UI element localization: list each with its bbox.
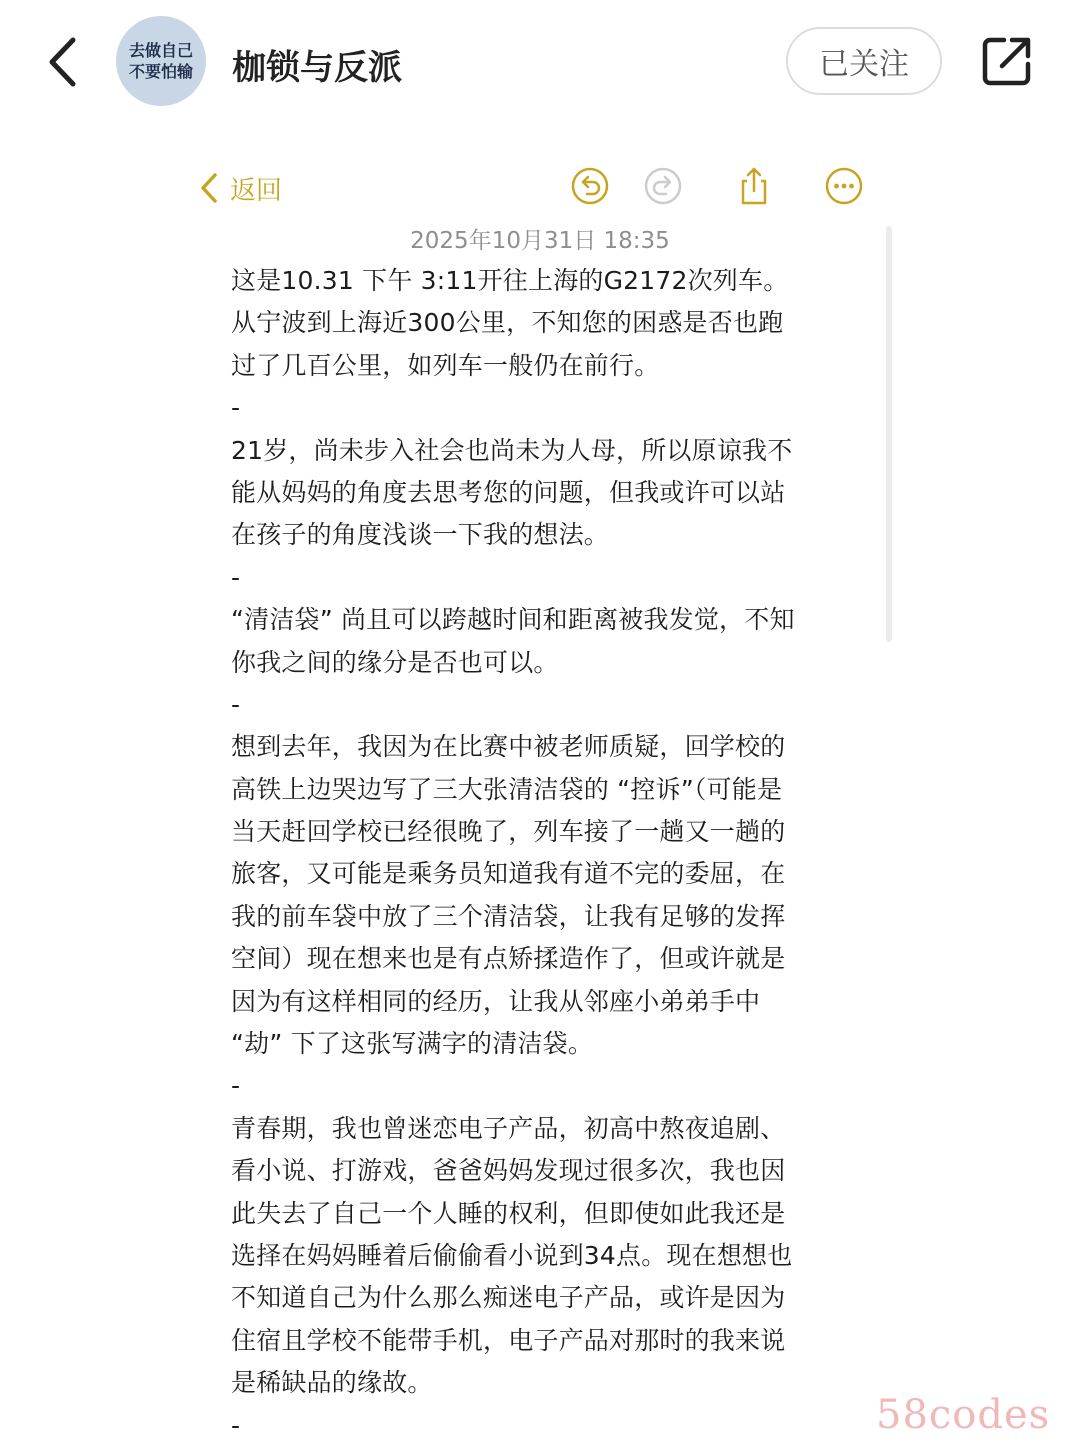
undo-icon[interactable]	[570, 166, 610, 206]
note-line: 21岁，尚未步入社会也尚未为人母，所以原谅我不	[231, 435, 793, 465]
note-line: 你我之间的缘分是否也可以。	[231, 647, 559, 677]
note-line: -	[231, 1410, 241, 1440]
note-line: 因为有这样相同的经历，让我从邻座小弟弟手中	[231, 986, 761, 1016]
note-line: 此失去了自己一个人睡的权利，但即使如此我还是	[231, 1198, 786, 1228]
note-line: 这是10.31 下午 3:11开往上海的G2172次列车。	[231, 266, 789, 295]
chevron-left-icon	[200, 173, 218, 203]
note-line: 选择在妈妈睡着后偷偷看小说到34点。现在想想也	[231, 1240, 793, 1270]
note-line: 旅客，又可能是乘务员知道我有道不完的委屈，在	[231, 859, 786, 889]
note-line: 想到去年，我因为在比赛中被老师质疑，回学校的	[231, 732, 786, 762]
notes-back-button[interactable]	[200, 168, 282, 208]
notes-toolbar	[196, 160, 896, 216]
note-line: -	[231, 689, 241, 719]
note-line: 能从妈妈的角度去思考您的问题，但我或许可以站	[231, 477, 786, 507]
avatar-text-line2: 不要怕输	[128, 62, 193, 81]
follow-button[interactable]: 已关注	[786, 27, 942, 95]
notes-back-label: 返回	[230, 175, 283, 206]
avatar-text-line1: 去做自己	[128, 41, 193, 60]
note-line: 青春期，我也曾迷恋电子产品，初高中熬夜追剧、	[231, 1113, 786, 1143]
note-line: 高铁上边哭边写了三大张清洁袋的 “控诉”（可能是	[231, 774, 783, 804]
back-chevron-icon[interactable]	[40, 34, 84, 90]
note-line: 过了几百公里，如列车一般仍在前行。	[231, 350, 660, 380]
note-timestamp: 2025年10月31日 18:35	[410, 228, 670, 254]
note-line: -	[231, 562, 241, 592]
share-upload-icon[interactable]	[734, 166, 774, 206]
note-line: 不知道自己为什么那么痴迷电子产品，或许是因为	[231, 1283, 786, 1313]
watermark-logo: 58codes	[876, 1392, 1051, 1438]
note-line: -	[231, 1071, 241, 1101]
avatar[interactable]	[116, 16, 206, 106]
account-name[interactable]: 枷锁与反派	[232, 48, 402, 88]
note-line: 是稀缺品的缘故。	[231, 1368, 433, 1398]
note-line: “清洁袋” 尚且可以跨越时间和距离被我发觉，不知	[231, 605, 795, 635]
app-header	[0, 0, 1080, 125]
note-line: 空间）现在想来也是有点矫揉造作了，但或许就是	[231, 944, 786, 974]
note-line: 在孩子的角度浅谈一下我的想法。	[231, 520, 610, 550]
scrollbar[interactable]	[886, 226, 892, 642]
note-line: 从宁波到上海近300公里，不知您的困惑是否也跑	[231, 308, 784, 338]
note-line: 看小说、打游戏，爸爸妈妈发现过很多次，我也因	[231, 1156, 786, 1186]
more-ellipsis-icon[interactable]	[824, 166, 864, 206]
note-line: 我的前车袋中放了三个清洁袋，让我有足够的发挥	[231, 901, 786, 931]
note-line: -	[231, 393, 241, 423]
share-out-icon[interactable]	[980, 34, 1034, 88]
note-line: 住宿且学校不能带手机，电子产品对那时的我来说	[231, 1325, 786, 1355]
note-line: 当天赶回学校已经很晚了，列车接了一趟又一趟的	[231, 817, 786, 847]
note-body[interactable]	[231, 260, 861, 1447]
note-line: “劫” 下了这张写满字的清洁袋。	[231, 1029, 594, 1059]
redo-icon[interactable]	[643, 166, 683, 206]
